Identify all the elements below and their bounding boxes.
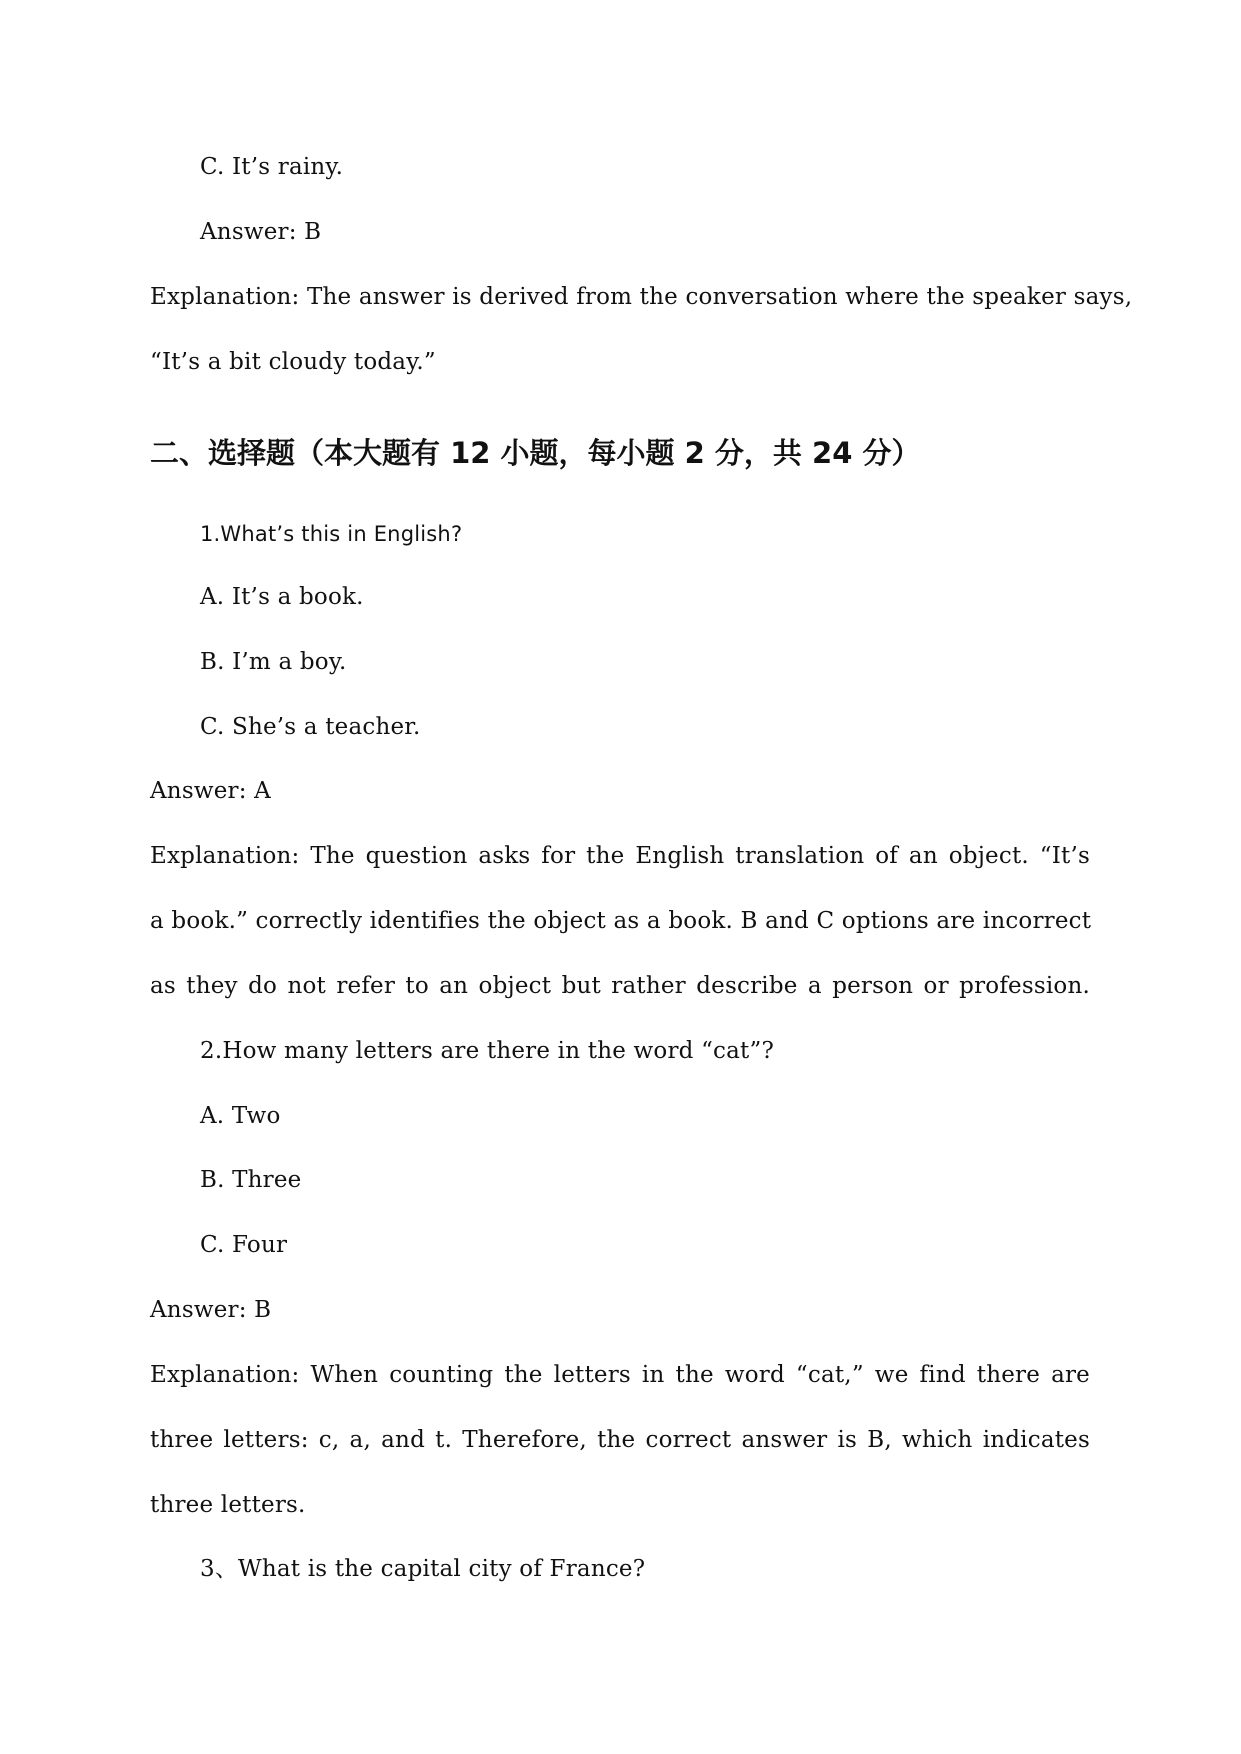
section-heading: 二、选择题（本大题有 12 小题，每小题 2 分，共 24 分）: [150, 436, 921, 470]
previous-explanation-line: Explanation: The answer is derived from the conversation where the speaker says,: [150, 284, 1133, 310]
explanation-line: as they do not refer to an object but rather describe a person or profession.: [150, 973, 1090, 999]
explanation-line: a book.” correctly identifies the object as a book. B and C options are incorrect: [150, 908, 1092, 934]
explanation-line: three letters: c, a, and t. Therefore, the correct answer is B, which indicates: [150, 1427, 1090, 1453]
question-prompt: 2.How many letters are there in the word “cat”?: [200, 1038, 774, 1064]
question-option: C. She’s a teacher.: [200, 714, 421, 740]
previous-explanation-line: “It’s a bit cloudy today.”: [150, 349, 436, 375]
question-option: B. I’m a boy.: [200, 649, 347, 675]
question-option: A. Two: [200, 1103, 281, 1129]
question-answer: Answer: A: [150, 778, 271, 804]
question-option: B. Three: [200, 1167, 302, 1193]
question-option: C. Four: [200, 1232, 288, 1258]
explanation-line: three letters.: [150, 1492, 306, 1518]
question-prompt: 1.What’s this in English?: [200, 522, 463, 546]
explanation-line: Explanation: The question asks for the English translation of an object. “It’s: [150, 843, 1090, 869]
question-answer: Answer: B: [150, 1297, 272, 1323]
question-prompt: 3、What is the capital city of France?: [200, 1556, 646, 1582]
previous-answer: Answer: B: [200, 219, 322, 245]
explanation-line: Explanation: When counting the letters in the word “cat,” we find there are: [150, 1362, 1090, 1388]
previous-option-c: C. It’s rainy.: [200, 154, 344, 180]
question-option: A. It’s a book.: [200, 584, 364, 610]
